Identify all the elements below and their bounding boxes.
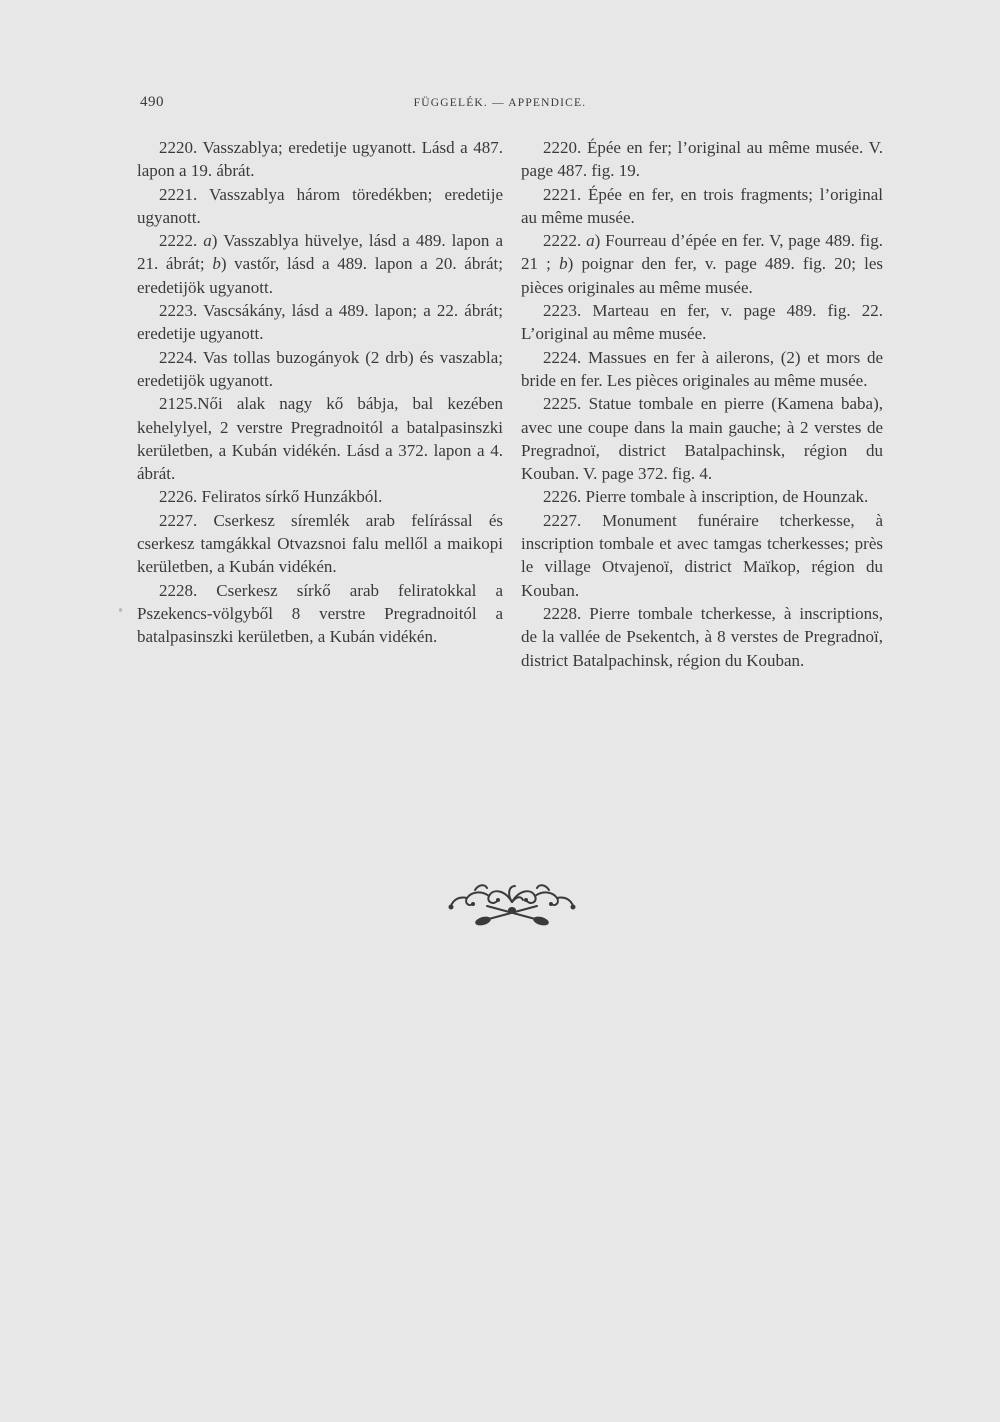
catalog-entry: 2222. a) Vasszablya hüvelye, lásd a 489. lapon a 21. ábrát; b) vastőr, lásd a 489. lapon a 20. ábrát; eredetijök ugyanott. [137, 231, 504, 297]
catalog-entry [137, 485, 503, 508]
entry-text-a: Fourreau d’épée en fer. V, page 489. fig. 21 ; [521, 231, 883, 274]
entry-number: 2227. [159, 510, 198, 530]
entry-text: Feliratos sírkő Hunzákból. [201, 487, 383, 507]
entry-text: Vascsákány, lásd a 489. lapon; a 22. ábrát; eredetije ugyanott. [137, 301, 503, 344]
entry-number: 2220. [543, 138, 582, 157]
entry-text: Épée en fer; l’original au même musée. V. page 487. fig. 19. [521, 138, 883, 181]
entry-text-a: Vasszablya hüvelye, lásd a 489. lapon a 21. ábrát; [137, 231, 504, 274]
entry-number: 2222. [543, 231, 582, 251]
entry-text: Vasszablya három töredékben; eredetije ugyanott. [137, 184, 503, 227]
catalog-entry [521, 509, 883, 602]
entry-text: Cserkesz síremlék arab felírással és cserkesz tamgákkal Otvazsnoi falu mellől a maikopi kerületben, a Kubán vidékén. [137, 510, 503, 577]
catalog-entry [137, 346, 503, 393]
catalog-entry [521, 392, 883, 485]
entry-marker-b: b [212, 254, 221, 274]
running-title: FÜGGELÉK. — APPENDICE. [413, 97, 587, 109]
entry-number: 2228. [159, 580, 198, 600]
entry-number: 2125. [159, 394, 198, 414]
entry-text: Épée en fer, en trois fragments; l’original au même musée. [521, 184, 884, 227]
entry-marker-b: b [559, 254, 568, 274]
entry-marker-a: a [203, 231, 212, 251]
catalog-entry [137, 136, 503, 183]
entry-number: 2224. [159, 347, 198, 367]
entry-number: 2226. [543, 487, 582, 507]
paper-speck [119, 608, 122, 612]
entry-text: Női alak nagy kő bábja, bal kezében kehelylyel, 2 verstre Pregradnoitól a batalpasinszki kerületben, a Kubán vidékén. Lásd a 372. lapon a 4. ábrát. [137, 394, 503, 484]
entry-text: Statue tombale en pierre (Kamena baba), avec une coupe dans la main gauche; à 2 verstes de Pregradnoï, district Batalpachinsk, région du Kouban. V. page 372. fig. 4. [521, 394, 884, 484]
catalog-entry [137, 183, 503, 230]
entry-text: Monument funéraire tcherkesse, à inscription tombale et avec tamgas tcherkesses; près le village Otvajenoï, district Maïkop, région du Kouban. [521, 510, 884, 600]
catalog-entry [521, 183, 883, 230]
catalog-entry [521, 485, 883, 508]
entry-number: 2223. [543, 301, 582, 321]
catalog-entry [137, 392, 503, 485]
entry-text: Pierre tombale à inscription, de Hounzak. [585, 487, 869, 507]
entry-number: 2221. [543, 184, 582, 204]
floral-vignette-icon [445, 880, 580, 928]
french-column [521, 136, 883, 672]
catalog-entry [137, 579, 503, 649]
entry-number: 2225. [543, 394, 582, 414]
catalog-entry [521, 346, 883, 393]
entry-number: 2222. [159, 231, 198, 251]
entry-number: 2220. [159, 138, 198, 157]
entry-number: 2227. [543, 510, 582, 530]
entry-number: 2226. [159, 487, 198, 507]
entry-text: Vasszablya; eredetije ugyanott. Lásd a 487. lapon a 19. ábrát. [137, 138, 503, 181]
catalog-entry [521, 602, 883, 672]
entry-text: Vas tollas buzogányok (2 drb) és vaszabla; eredetijök ugyanott. [137, 347, 503, 390]
catalog-entry [137, 509, 503, 579]
entry-number: 2221. [159, 184, 198, 204]
entry-text: Massues en fer à ailerons, (2) et mors de bride en fer. Les pièces originales au même musée. [521, 347, 884, 390]
entry-text: Pierre tombale tcherkesse, à inscriptions, de la vallée de Psekentch, à 8 verstes de Pregradnoï, district Batalpachinsk, région du Kouban. [521, 603, 883, 670]
catalog-entry [521, 136, 883, 183]
catalog-entry: 2222. a) Fourreau d’épée en fer. V, page 489. fig. 21 ; b) poignar den fer, v. page 489. fig. 20; les pièces originales au même musée. [521, 231, 883, 297]
hungarian-column [137, 136, 503, 649]
entry-text: Cserkesz sírkő arab feliratokkal a Pszekencs-völgyből 8 verstre Pregradnoitól a batalpasinszki kerületben, a Kubán vidékén. [137, 580, 503, 647]
catalog-entry [521, 299, 883, 346]
entry-number: 2224. [543, 347, 582, 367]
entry-text: Marteau en fer, v. page 489. fig. 22. L’original au même musée. [521, 301, 883, 344]
catalog-entry [137, 299, 503, 346]
entry-marker-a: a [586, 231, 595, 251]
entry-number: 2228. [543, 603, 582, 623]
entry-text-b: vastőr, lásd a 489. lapon a 20. ábrát; eredetijök ugyanott. [137, 254, 503, 297]
page-number: 490 [140, 94, 164, 110]
entry-number: 2223. [159, 301, 198, 321]
entry-text-b: poignar den fer, v. page 489. fig. 20; les pièces originales au même musée. [521, 254, 883, 297]
